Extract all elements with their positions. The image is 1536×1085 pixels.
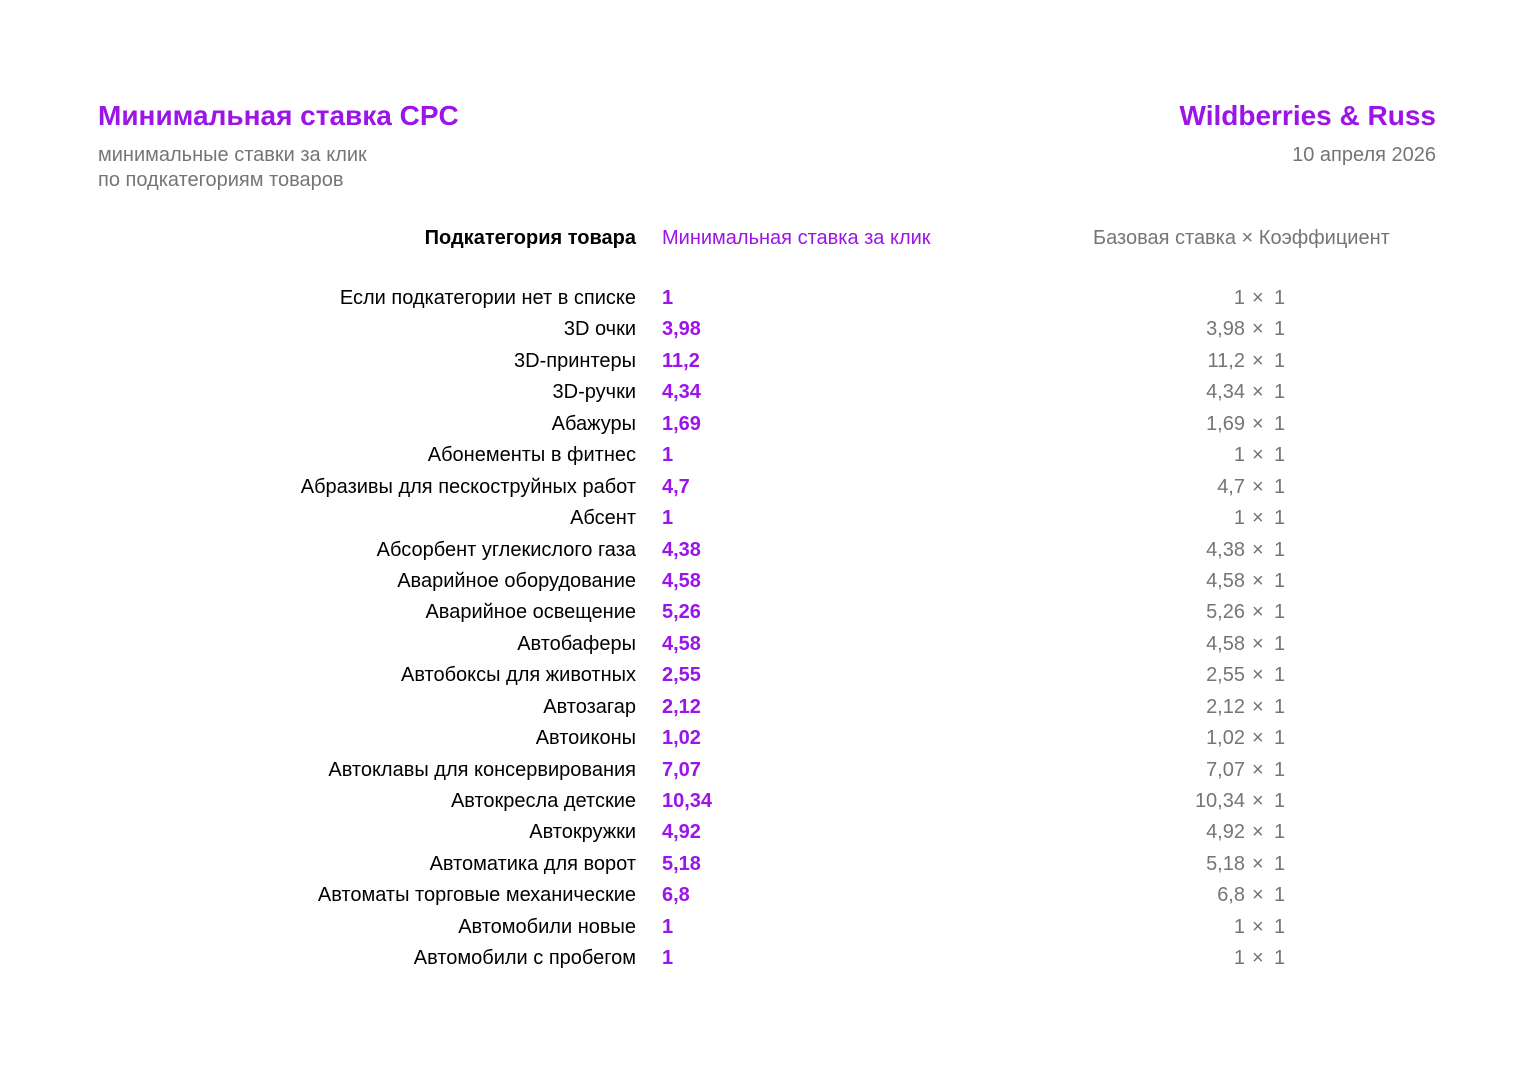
coefficient-value: 1: [1274, 444, 1286, 467]
min-rate-value: 1,02: [662, 727, 701, 750]
base-rate-value: 4,92: [1206, 821, 1245, 844]
category-name: 3D очки: [563, 318, 636, 341]
table-row: [0, 723, 1536, 754]
page-title: Минимальная ставка CPC: [98, 100, 459, 131]
min-rate-value: 1: [662, 444, 674, 467]
min-rate-value: 11,2: [662, 349, 700, 372]
coefficient-value: 1: [1274, 758, 1286, 781]
base-rate-value: 2,55: [1206, 664, 1245, 687]
min-rate-value: 4,92: [662, 821, 701, 844]
base-rate-value: 1: [1233, 947, 1245, 970]
coefficient-value: 1: [1274, 475, 1286, 498]
multiply-sign: ×: [1252, 664, 1264, 687]
table-row: [0, 912, 1536, 943]
category-name: Автоматика для ворот: [429, 852, 636, 875]
table-row: [0, 472, 1536, 503]
table-row: [0, 849, 1536, 880]
min-rate-value: 2,12: [662, 695, 701, 718]
base-rate-value: 4,34: [1206, 381, 1245, 404]
multiply-sign: ×: [1252, 821, 1264, 844]
min-rate-value: 10,34: [662, 790, 713, 812]
category-name: Автоклавы для консервирования: [328, 758, 636, 781]
table-row: [0, 314, 1536, 345]
coefficient-value: 1: [1274, 695, 1286, 718]
table-row: [0, 943, 1536, 974]
multiply-sign: ×: [1252, 318, 1264, 341]
base-rate-value: 4,38: [1206, 538, 1245, 561]
coefficient-value: 1: [1274, 381, 1286, 404]
coefficient-value: 1: [1274, 412, 1286, 435]
min-rate-value: 4,58: [662, 632, 701, 655]
min-rate-value: 4,58: [662, 569, 701, 592]
table-row: [0, 566, 1536, 597]
category-name: Абсент: [570, 507, 636, 530]
coefficient-value: 1: [1274, 507, 1286, 530]
coefficient-value: 1: [1274, 632, 1286, 655]
multiply-sign: ×: [1252, 569, 1264, 592]
category-name: Абразивы для пескоструйных работ: [300, 475, 636, 498]
base-rate-value: 1: [1233, 915, 1245, 938]
coefficient-value: 1: [1274, 287, 1286, 309]
min-rate-value: 4,38: [662, 538, 701, 561]
page-subtitle: [98, 143, 367, 193]
base-rate-value: 3,98: [1206, 318, 1245, 341]
multiply-sign: ×: [1252, 381, 1264, 404]
base-rate-value: 4,58: [1206, 569, 1245, 592]
multiply-sign: ×: [1252, 349, 1264, 372]
multiply-sign: ×: [1252, 758, 1264, 781]
min-rate-value: 5,18: [662, 852, 701, 875]
table-row: [0, 346, 1536, 377]
category-name: Автоматы торговые механические: [317, 884, 636, 907]
base-rate-value: 1,69: [1206, 412, 1245, 435]
report-date: 10 апреля 2026: [1292, 144, 1436, 166]
base-rate-value: 5,18: [1206, 852, 1245, 875]
category-name: Абсорбент углекислого газа: [376, 538, 636, 561]
multiply-sign: ×: [1252, 884, 1264, 907]
coefficient-value: 1: [1274, 852, 1286, 875]
multiply-sign: ×: [1252, 287, 1264, 309]
min-rate-value: 3,98: [662, 318, 701, 341]
category-name: Автомобили с пробегом: [413, 947, 636, 970]
base-rate-value: 1: [1233, 287, 1245, 309]
table-row: [0, 283, 1536, 314]
base-rate-value: 4,58: [1206, 632, 1245, 655]
base-rate-value: 11,2: [1207, 349, 1245, 372]
coefficient-value: 1: [1274, 538, 1286, 561]
table-row: [0, 535, 1536, 566]
multiply-sign: ×: [1252, 947, 1264, 970]
category-name: Автозагар: [543, 695, 636, 718]
category-name: 3D-ручки: [552, 381, 636, 404]
base-rate-value: 10,34: [1194, 790, 1245, 812]
subtitle-line-1: минимальные ставки за клик: [98, 144, 367, 166]
category-name: Если подкатегории нет в списке: [339, 287, 636, 309]
coefficient-value: 1: [1274, 790, 1286, 812]
table-row: [0, 377, 1536, 408]
multiply-sign: ×: [1252, 601, 1264, 624]
multiply-sign: ×: [1252, 538, 1264, 561]
category-name: Автобаферы: [517, 632, 636, 655]
min-rate-value: 5,26: [662, 601, 701, 624]
multiply-sign: ×: [1252, 412, 1264, 435]
base-rate-value: 1: [1233, 444, 1245, 467]
table-row: [0, 755, 1536, 786]
min-rate-value: 1: [662, 947, 674, 970]
category-name: Аварийное освещение: [425, 601, 636, 624]
table-row: [0, 660, 1536, 691]
multiply-sign: ×: [1252, 507, 1264, 530]
subtitle-line-2: по подкатегориям товаров: [98, 169, 344, 191]
base-rate-value: 6,8: [1217, 884, 1245, 907]
multiply-sign: ×: [1252, 852, 1264, 875]
multiply-sign: ×: [1252, 790, 1264, 812]
category-name: Автокресла детские: [450, 790, 636, 812]
coefficient-value: 1: [1274, 884, 1286, 907]
min-rate-value: 1: [662, 915, 674, 938]
min-rate-value: 1: [662, 287, 674, 309]
coefficient-value: 1: [1274, 349, 1286, 372]
multiply-sign: ×: [1252, 632, 1264, 655]
coefficient-value: 1: [1274, 601, 1286, 624]
coefficient-value: 1: [1274, 318, 1286, 341]
table-row: [0, 817, 1536, 848]
column-header-min-rate: Минимальная ставка за клик: [662, 227, 931, 249]
category-name: Автомобили новые: [458, 915, 636, 938]
multiply-sign: ×: [1252, 915, 1264, 938]
category-name: Автобоксы для животных: [400, 664, 636, 687]
coefficient-value: 1: [1274, 915, 1286, 938]
min-rate-value: 4,7: [662, 475, 690, 498]
base-rate-value: 5,26: [1206, 601, 1245, 624]
coefficient-value: 1: [1274, 664, 1286, 687]
coefficient-value: 1: [1274, 569, 1286, 592]
rates-table-body: [0, 283, 1536, 975]
category-name: Автоиконы: [535, 727, 636, 750]
category-name: Автокружки: [529, 821, 636, 844]
base-rate-value: 4,7: [1217, 475, 1245, 498]
table-row: [0, 692, 1536, 723]
column-header-category: Подкатегория товара: [424, 227, 636, 249]
base-rate-value: 1,02: [1206, 727, 1245, 750]
brand-name: Wildberries & Russ: [1179, 100, 1436, 131]
min-rate-value: 1: [662, 507, 674, 530]
category-name: Абонементы в фитнес: [427, 444, 636, 467]
table-row: [0, 786, 1536, 817]
coefficient-value: 1: [1274, 821, 1286, 844]
min-rate-value: 7,07: [662, 758, 701, 781]
min-rate-value: 2,55: [662, 664, 701, 687]
table-row: [0, 880, 1536, 911]
coefficient-value: 1: [1274, 727, 1286, 750]
multiply-sign: ×: [1252, 475, 1264, 498]
multiply-sign: ×: [1252, 695, 1264, 718]
table-row: [0, 440, 1536, 471]
min-rate-value: 4,34: [662, 381, 701, 404]
column-header-formula: Базовая ставка × Коэффициент: [1093, 227, 1390, 249]
min-rate-value: 1,69: [662, 412, 701, 435]
category-name: Аварийное оборудование: [397, 569, 636, 592]
table-row: [0, 629, 1536, 660]
coefficient-value: 1: [1274, 947, 1286, 970]
min-rate-value: 6,8: [662, 884, 690, 907]
table-row: [0, 597, 1536, 628]
base-rate-value: 2,12: [1206, 695, 1245, 718]
category-name: Абажуры: [551, 412, 636, 435]
table-row: [0, 409, 1536, 440]
table-row: [0, 503, 1536, 534]
multiply-sign: ×: [1252, 444, 1264, 467]
base-rate-value: 1: [1233, 507, 1245, 530]
multiply-sign: ×: [1252, 727, 1264, 750]
category-name: 3D-принтеры: [514, 349, 636, 372]
base-rate-value: 7,07: [1206, 758, 1245, 781]
